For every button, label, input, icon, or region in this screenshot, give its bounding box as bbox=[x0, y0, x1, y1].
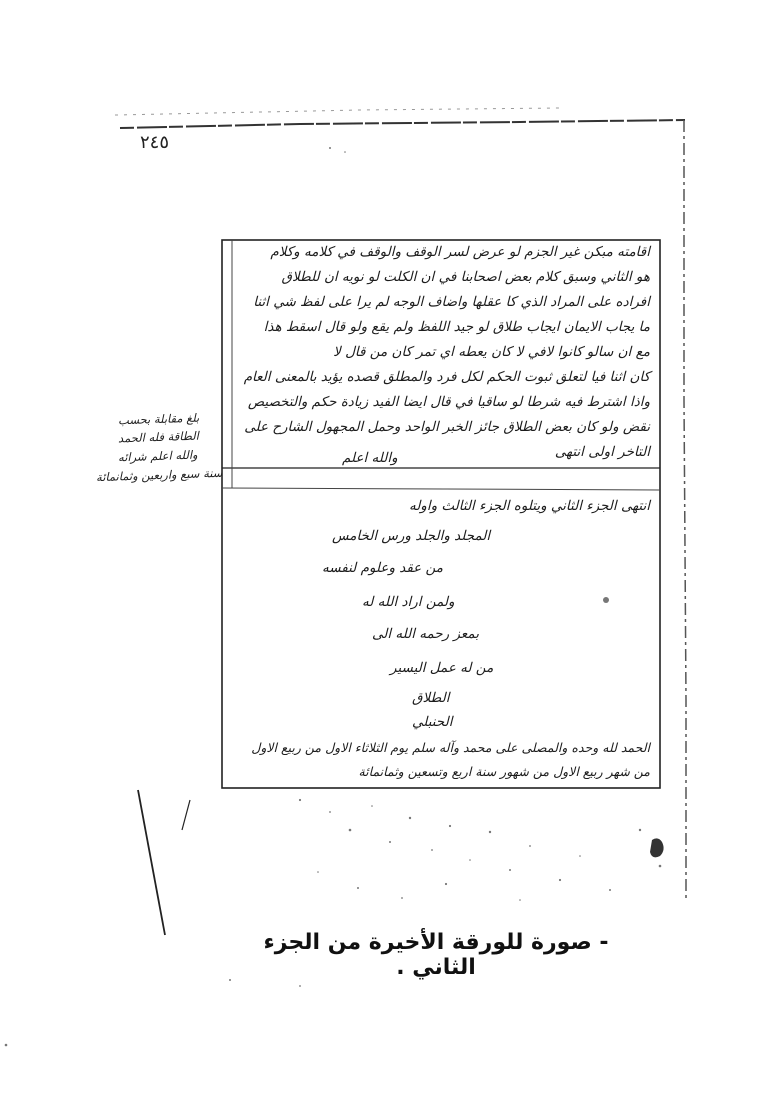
top-rule bbox=[120, 120, 685, 128]
manuscript-line: اقامته مبكن غير الجزم لو عرض لسر الوقف والوقف في كلامه وكلام bbox=[270, 244, 650, 260]
colophon-line: من له عمل اليسير bbox=[390, 660, 494, 676]
margin-note-line: سنة سبع واربعين وثمانمائة bbox=[95, 465, 223, 485]
manuscript-line: مع ان سالو كانوا لافي لا كان يعطه اي تمر كان من قال لا bbox=[333, 344, 650, 360]
colophon-line: الطلاق bbox=[412, 690, 450, 706]
colophon-line: الحنبلي bbox=[412, 714, 453, 730]
colophon-line: ولمن اراد الله له bbox=[362, 594, 455, 610]
colophon-line: من شهر ربيع الاول من شهور سنة اربع وتسعين وثمانمائة bbox=[358, 764, 650, 779]
manuscript-line: واذا اشترط فيه شرطا لو ساقيا في قال ايضا الفيد زيادة حكم والتخصيص bbox=[247, 394, 650, 410]
colophon-line: المجلد والجلد ورس الخامس bbox=[332, 528, 491, 544]
manuscript-line: التاخر اولى انتهى bbox=[554, 444, 650, 460]
left-stroke bbox=[138, 790, 165, 935]
left-stroke-2 bbox=[182, 800, 190, 830]
ink-blot bbox=[650, 838, 664, 857]
closing-formula: والله اعلم bbox=[342, 450, 398, 466]
figure-caption: - صورة للورقة الأخيرة من الجزء الثاني . bbox=[263, 930, 609, 980]
colophon-line: بمعز رحمه الله الى bbox=[372, 626, 479, 642]
manuscript-line: افراده على المراد الذي كا عقلها واضاف الوجه لم يرا على لفظ شي اثنا bbox=[253, 294, 650, 310]
page-number: ٢٤٥ bbox=[140, 132, 170, 153]
manuscript-line: نقض ولو كان بعض الطلاق جائز الخبر الواحد وحمل المجهول الشارح على bbox=[244, 419, 650, 435]
manuscript-line: كان اثنا فيا لتعلق ثبوت الحكم لكل فرد والمطلق قصده يؤيد بالمعنى العام bbox=[243, 369, 650, 385]
manuscript-line: ما يجاب الايمان ايجاب طلاق لو جيد اللفظ ولم يقع ولو قال اسقط هذا bbox=[263, 319, 650, 335]
margin-note-line: الطاقة فله الحمد bbox=[117, 428, 200, 446]
colophon-line: الحمد لله وحده والمصلى على محمد وآله سلم يوم الثلاثاء الاول من ربيع الاول bbox=[251, 740, 650, 755]
margin-note-line: بلغ مقابلة بحسب bbox=[117, 410, 200, 428]
colophon-line: انتهى الجزء الثاني ويتلوه الجزء الثالث واوله bbox=[408, 498, 650, 514]
right-edge bbox=[684, 120, 686, 900]
top-rule-shadow bbox=[115, 108, 560, 115]
manuscript-text-block bbox=[222, 240, 660, 788]
margin-note-line: والله اعلم شرائه bbox=[117, 447, 198, 465]
manuscript-line: هو الثاني وسبق كلام بعض اصحابنا في ان الكلت لو نويه ان للطلاق bbox=[281, 269, 650, 285]
colophon-line: من عقد وعلوم لنفسه bbox=[322, 560, 444, 576]
